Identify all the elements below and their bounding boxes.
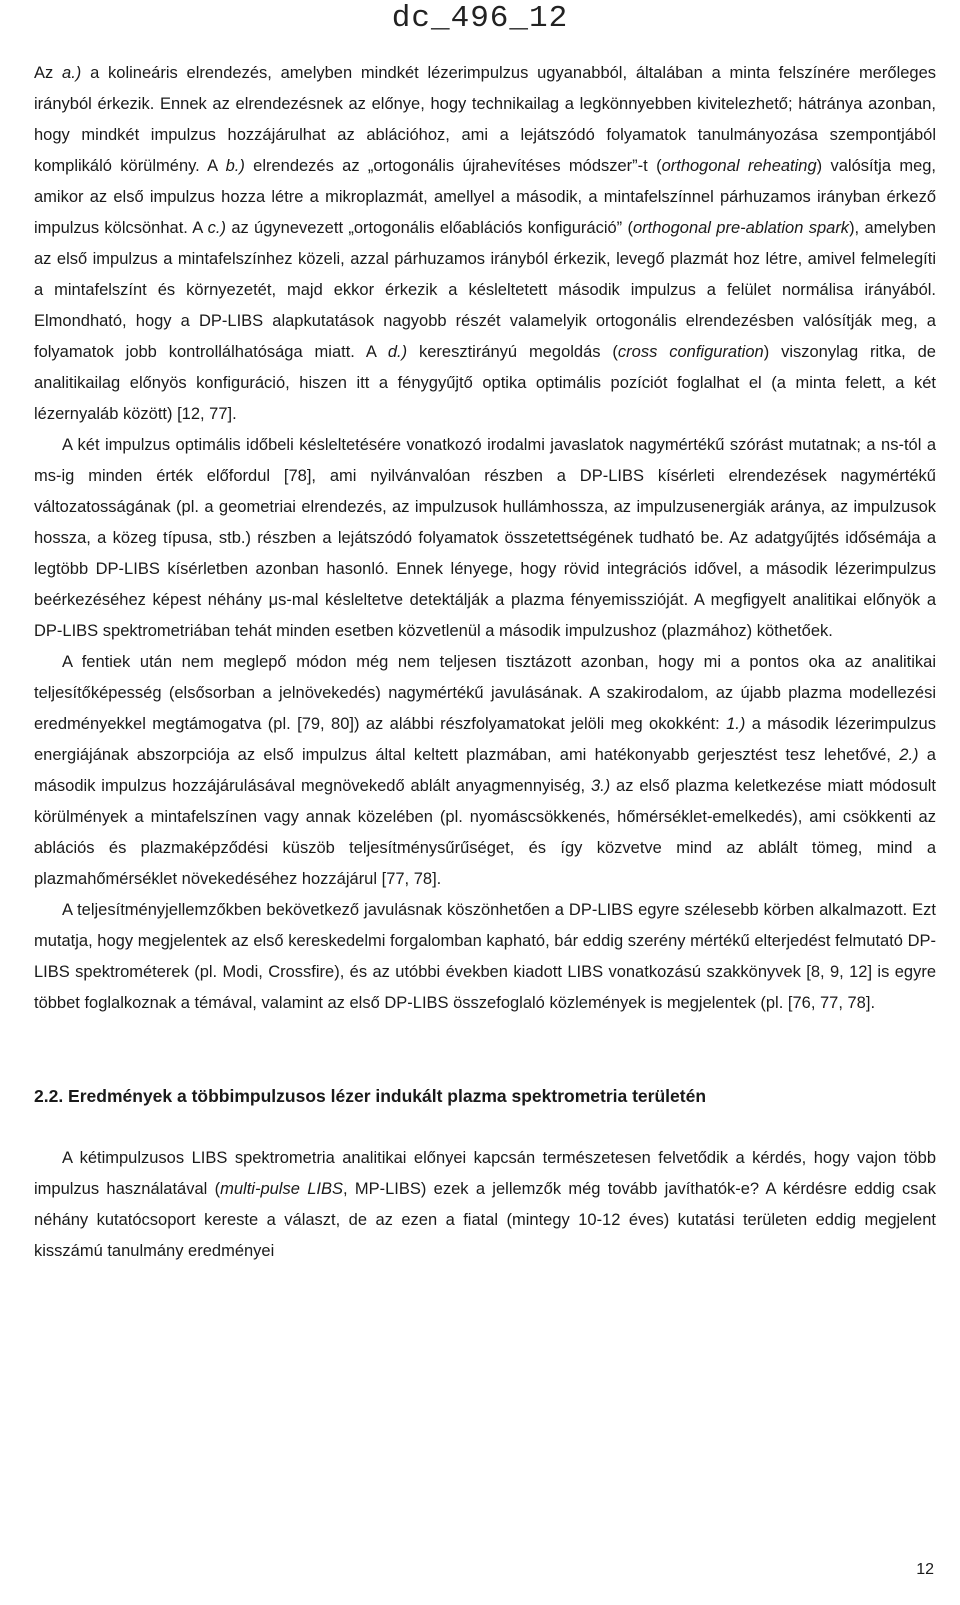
italic-text-run: cross configuration — [617, 343, 764, 361]
text-run: A teljesítményjellemzőkben bekövetkező javulásnak köszönhetően a DP-LIBS egyre szélesebb körben alkalmazott. Ezt mutatja, hogy megjelentek az első kereskedelmi forgalomban kapható, bár eddig szerény mértékű elterjedést felmutató DP-LIBS spektrométerek (pl. Modi, Crossfire), és az utóbbi években kiadott LIBS vonatkozású szakkönyvek [8, 9, 12] is egyre többet foglalkoznak a témával, valamint az első DP-LIBS összefoglaló közlemények is megjelentek (pl. [76, 77, 78]. — [34, 901, 936, 1012]
text-run: , MP-LIBS) ezek a jellemzők még tovább javíthatók-e? A kérdésre eddig csak néhány kutatócsoport kereste a választ, de az ezen a fiatal (mintegy 10-12 éves) kutatási területen eddig megjelent kisszámú tanulmány eredményei — [34, 1180, 936, 1260]
section-spacer — [34, 1019, 936, 1081]
paragraph-multipulse — [34, 1143, 936, 1267]
text-run: ) viszonylag ritka, de analitikailag előnyös konfiguráció, hiszen itt a fénygyűjtő optika optimális pozíciót foglalhat el (a minta felett, a két lézernyaláb között) [12, 77]. — [34, 343, 936, 423]
italic-text-run: orthogonal pre-ablation spark — [632, 219, 850, 237]
heading-spacer — [34, 1112, 936, 1143]
page-number: 12 — [916, 1561, 934, 1578]
text-run: keresztirányú megoldás ( — [407, 343, 618, 361]
text-run: ) valósítja meg, amikor az első impulzus hozza létre a mikroplazmát, amellyel a második, a mintafelszínnel párhuzamos irányban érkező impulzus kölcsönhat. A — [34, 157, 937, 237]
text-run: A két impulzus optimális időbeli késleltetésére vonatkozó irodalmi javaslatok nagymértékű szórást mutatnak; a ns-tól a ms-ig minden érték előfordul [78], ami nyilvánvalóan részben a DP-LIBS kísérleti elrendezések nagymértékű változatosságának (pl. a geometriai elrendezés, az impulzusok hullámhossza, az impulzusenergiák aránya, az impulzusok hossza, a közeg típusa, stb.) részben a lejátszódó folyamatok összetettségének tudható be. Az adatgyűjtés idősémája a legtöbb DP-LIBS kísérletben azonban hasonló. Ennek lényege, hogy rövid integrációs idővel, a második lézerimpulzus beérkezéséhez képest néhány μs-mal késleltetve detektálják a plazma fényemisszióját. A megfigyelt analitikai előnyök a DP-LIBS spektrometriában tehát minden esetben közvetlenül a második impulzushoz (plazmához) köthetőek. — [34, 436, 936, 640]
text-run: a második impulzus hozzájárulásával megnövekedő ablált anyagmennyiség, — [34, 746, 936, 795]
italic-text-run: c.) — [207, 219, 227, 237]
text-run: A fentiek után nem meglepő módon még nem teljesen tisztázott azonban, hogy mi a pontos oka az analitikai teljesítőképesség (elsősorban a jelnövekedés) nagymértékű javulásának. A szakirodalom, az újabb plazma modellezési eredményekkel megtámogatva (pl. [79, 80]) az alábbi részfolyamatokat jelöli meg okokként: — [34, 653, 936, 733]
italic-text-run: multi-pulse LIBS — [220, 1180, 343, 1198]
italic-text-run: 2.) — [899, 746, 919, 764]
text-run: Az — [34, 64, 63, 82]
section-heading: 2.2. Eredmények a többimpulzusos lézer indukált plazma spektrometria területén — [34, 1086, 707, 1106]
italic-text-run: d.) — [387, 343, 408, 361]
paragraph-applications — [34, 895, 936, 1019]
italic-text-run: b.) — [225, 157, 245, 175]
text-run: a kolineáris elrendezés, amelyben mindkét lézerimpulzus ugyanabból, általában a minta felszínére merőleges irányból érkezik. Ennek az elrendezésnek az előnye, hogy technikailag a legkönnyebben kivitelezhető; hátránya azonban, hogy mindkét impulzus hozzájárulhat az ablációhoz, ami a lejátszódó folyamatok tanulmányozása szempontjából komplikáló körülmény. A — [34, 64, 937, 175]
italic-text-run: 3.) — [590, 777, 611, 795]
document-id: dc_496_12 — [391, 1, 569, 36]
text-run: a második lézerimpulzus energiájának abszorpciója az első impulzus által keltett plazmában, ami hatékonyabb gerjesztést tesz lehetővé, — [34, 715, 936, 764]
paragraph-configurations — [34, 58, 936, 430]
text-run: elrendezés az „ortogonális újrahevítéses módszer”-t ( — [244, 157, 662, 175]
text-run: az első plazma keletkezése miatt módosult körülmények a mintafelszínen vagy annak közelében (pl. nyomáscsökkenés, hőmérséklet-emelkedés), ami csökkenti az ablációs és plazmaképződési küszöb teljesítménysűrűséget, és így közvetve mind az ablált tömeg, mind a plazmahőmérséklet növekedéséhez hozzájárul [77, 78]. — [34, 777, 937, 888]
paragraph-delay — [34, 430, 936, 647]
page-content — [34, 58, 936, 1267]
italic-text-run: 1.) — [726, 715, 746, 733]
text-run: az úgynevezett „ortogonális előablációs konfiguráció” ( — [226, 219, 633, 237]
italic-text-run: a.) — [62, 64, 82, 82]
italic-text-run: orthogonal reheating — [661, 157, 817, 175]
text-run: ), amelyben az első impulzus a mintafelszínhez közeli, azzal párhuzamos irányból érkezik, levegő plazmát hoz létre, amivel felmelegíti a mintafelszínt és környezetét, majd ekkor érkezik a késleltetett második impulzus a felület normálisa irányából. Elmondható, hogy a DP-LIBS alapkutatások nagyobb részét valamelyik ortogonális elrendezésben valósítják meg, a folyamatok jobb kontrollálhatósága miatt. A — [34, 219, 936, 361]
paragraph-mechanisms — [34, 647, 936, 895]
text-run: A kétimpulzusos LIBS spektrometria analitikai előnyei kapcsán természetesen felvetődik a kérdés, hogy vajon több impulzus használatával ( — [34, 1149, 936, 1198]
